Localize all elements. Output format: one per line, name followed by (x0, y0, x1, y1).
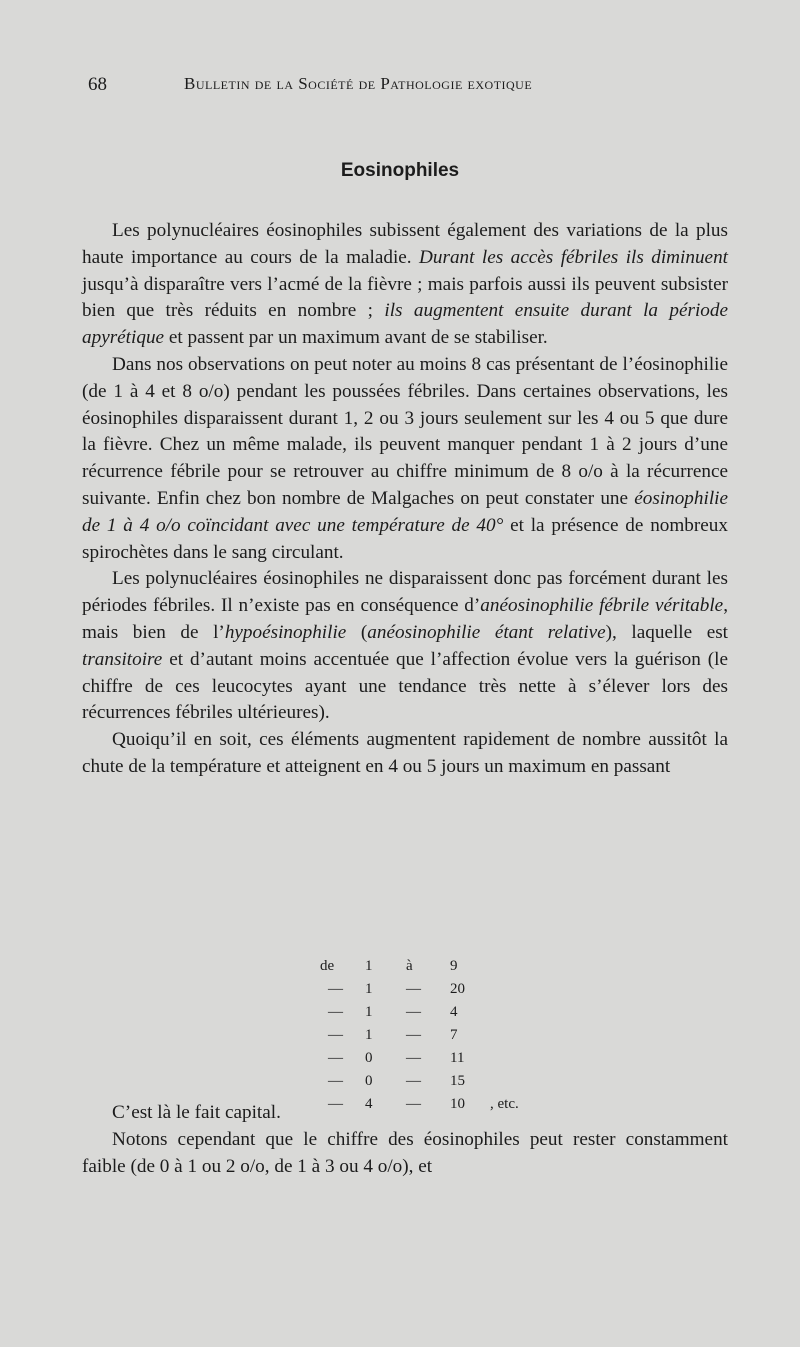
series-cell: — (328, 981, 343, 997)
p3-text-c: , mais bien de l’ (82, 595, 728, 643)
paragraph-2 (82, 352, 728, 566)
series-cell: 9 (450, 958, 458, 974)
page-header (88, 70, 728, 100)
p3-emphasis-f: anéosinophilie étant relative (367, 621, 606, 643)
p1-text-e: et passent par un maximum avant de se stabiliser. (164, 327, 548, 349)
series-cell: — (328, 1073, 343, 1089)
series-cell: , etc. (490, 1096, 519, 1112)
series-cell: 4 (450, 1004, 458, 1020)
series-cell: 10 (450, 1096, 465, 1112)
series-cell: de (320, 958, 335, 974)
series-cell: 7 (450, 1027, 458, 1043)
series-cell: — (328, 1050, 343, 1066)
series-cell: 4 (365, 1096, 373, 1112)
closing-text (82, 1100, 728, 1180)
running-title: Bulletin de la Société de Pathologie exotique (184, 74, 533, 93)
p1-emphasis-d: ils augmentent ensuite durant la période apyrétique (82, 300, 728, 349)
series-cell: 0 (365, 1073, 373, 1089)
series-cell: — (406, 1073, 421, 1089)
eosinophil-series (320, 955, 560, 1116)
series-cell: 1 (365, 981, 373, 997)
series-cell: 20 (450, 981, 465, 997)
series-cell: 11 (450, 1050, 465, 1066)
series-cell: — (328, 1027, 343, 1043)
series-cell: — (406, 1004, 421, 1020)
series-cell: — (406, 1027, 421, 1043)
p3-text-i: et d’autant moins accentuée que l’affection évolue vers la guérison (le chiffre de ces leucocytes ayant une tendance très nette à s’élever lors des récurrences fébriles ultérieures). (82, 648, 728, 724)
p3-text-a: Les polynucléaires éosinophiles ne disparaissent donc pas forcément durant les périodes fébriles. Il n’existe pas en conséquence d’ (82, 568, 728, 617)
p2-text-c: et la présence de nombreux spirochètes dans le sang circulant. (82, 514, 728, 563)
series-cell: — (406, 981, 421, 997)
p1-emphasis-b: Durant les accès fébriles ils diminuent (419, 246, 728, 268)
body-text (82, 218, 728, 781)
series-cell: — (406, 1050, 421, 1066)
series-row (320, 1001, 560, 1024)
series-cell: — (406, 1096, 421, 1112)
paragraph-1 (82, 218, 728, 352)
series-cell: 0 (365, 1050, 373, 1066)
series-row (320, 1047, 560, 1070)
series-cell: — (328, 1096, 343, 1112)
p3-emphasis-d: hypoésinophilie (224, 621, 347, 643)
series-row (320, 978, 560, 1001)
series-cell: à (406, 958, 413, 974)
paragraph-4: Quoiqu’il en soit, ces éléments augmentent rapidement de nombre aussitôt la chute de la température et atteignent en 4 ou 5 jours un maximum en passant (82, 729, 728, 777)
page-number: 68 (88, 74, 107, 95)
series-row (320, 1024, 560, 1047)
p3-emphasis-h: transitoire (82, 648, 163, 670)
series-cell: 1 (365, 1027, 373, 1043)
paragraph-6: Notons cependant que le chiffre des éosinophiles peut rester constamment faible (de 0 à 1 ou 2 o/o, de 1 à 3 ou 4 o/o), et (82, 1128, 728, 1177)
p2-emphasis-b: éosinophilie de 1 à 4 o/o coïncidant avec une température de 40° (82, 487, 728, 536)
p2-text-a: Dans nos observations on peut noter au moins 8 cas présentant de l’éosinophilie (de 1 à 4 et 8 o/o) pendant les poussées fébriles. Dans certaines observations, les éosinophiles disparaissent durant 1, 2 ou 3 jours seulement sur les 4 ou 5 que dure la fièvre. Chez un même malade, ils peuvent manquer pendant 1 à 2 jours d’une récurrence fébrile pour se retrouver au chiffre minimum de 8 o/o à la récurrence suivante. Enfin chez bon nombre de Malgaches on peut constater une (82, 353, 728, 509)
section-title: Eosinophiles (340, 160, 460, 181)
series-row (320, 1070, 560, 1093)
series-cell: 1 (365, 1004, 373, 1020)
series-row (320, 955, 560, 978)
paragraph-5: C’est là le fait capital. (112, 1102, 281, 1123)
p1-text-c: jusqu’à disparaître vers l’acmé de la fièvre ; mais parfois aussi ils peuvent subsister bien que très réduits en nombre ; (82, 273, 728, 322)
p3-emphasis-b: anéosinophilie fébrile véritable (480, 595, 724, 617)
p1-text-a: Les polynucléaires éosinophiles subissent également des variations de la plus haute importance au cours de la maladie. (82, 220, 728, 268)
p3-text-g: ), laquelle est (605, 621, 729, 643)
p3-text-e: ( (346, 621, 368, 643)
series-cell: 1 (365, 958, 373, 974)
series-cell: — (328, 1004, 343, 1020)
series-cell: 15 (450, 1073, 465, 1089)
paragraph-3 (82, 566, 728, 727)
